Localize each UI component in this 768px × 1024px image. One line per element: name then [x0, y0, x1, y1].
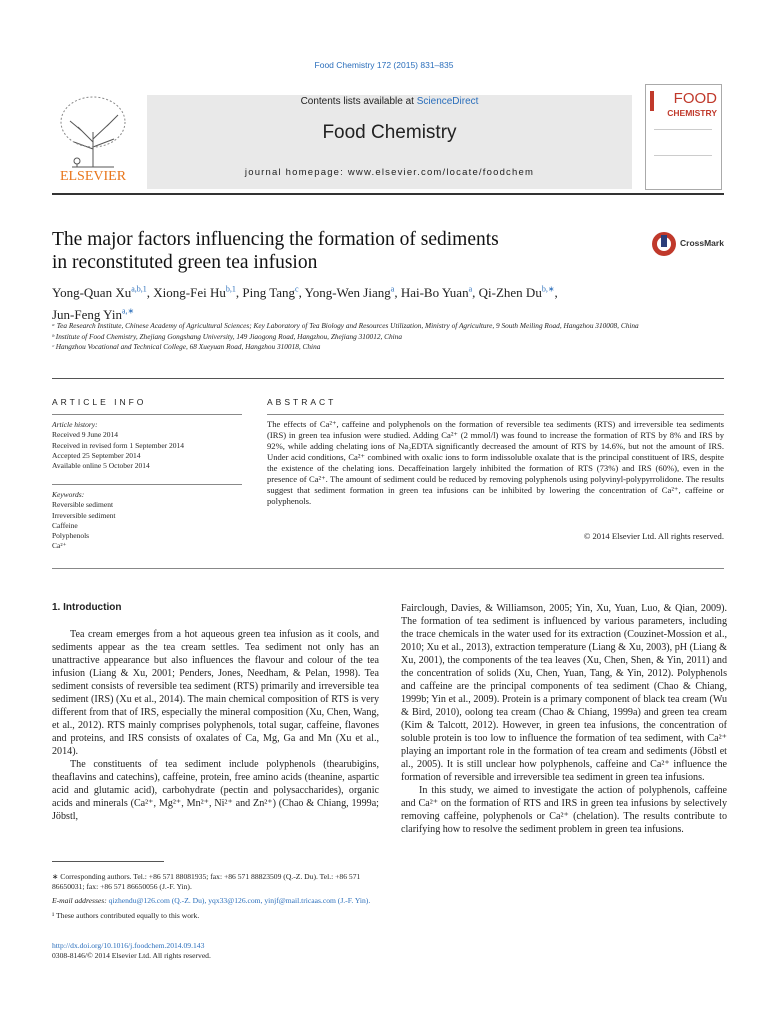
accepted-date: Accepted 25 September 2014: [52, 450, 141, 460]
corresponding-author-note: ∗ Corresponding authors. Tel.: +86 571 88081935; fax: +86 571 88823509 (Q.-Z. Du). Tel.: +86 571 86650031; fax: +86 571 86650056 (J.-F. Yin).: [52, 872, 361, 892]
sciencedirect-link[interactable]: ScienceDirect: [416, 96, 479, 107]
footnote-divider: [52, 861, 164, 862]
author[interactable]: Qi-Zhen $Du^{b,∗}$,: [478, 285, 558, 301]
issn-line: 0308-8146/© 2014 Elsevier Ltd. All rights reserved.: [52, 951, 211, 961]
journal-name: Food Chemistry: [322, 122, 457, 143]
journal-cover-thumbnail[interactable]: [645, 84, 722, 190]
author-list: [52, 281, 728, 324]
affiliation-b: ᵇ Institute of Food Chemistry, Zhejiang Gongshang University, 149 Jiaogong Road, Hangzhou, Zhejiang 310012, China: [52, 331, 402, 341]
author[interactable]: Yong-Wen Jiang$^a$,: [304, 285, 401, 301]
history-label: Article history:: [52, 420, 98, 429]
body-column-left: [52, 628, 379, 823]
abstract-copyright: © 2014 Elsevier Ltd. All rights reserved.: [583, 531, 724, 541]
affiliations: [52, 321, 728, 353]
journal-homepage[interactable]: journal homepage: www.elsevier.com/locate/foodchem: [244, 167, 535, 178]
elsevier-wordmark: ELSEVIER: [59, 169, 127, 183]
abstract-divider: [267, 414, 724, 415]
intro-paragraph-2: The constituents of tea sediment include polyphenols (thearubigins, theaflavins and catechins), caffeine, protein, free amino acids (theanine, aspartic acid and glutamic acid), carbohydrate (pectin and polysaccharides), organic acids and minerals (Ca²⁺, Mg²⁺, Mn²⁺, Ni²⁺ and Zn²⁺) (Chao & Chiang, 1999a; Jöbstl,: [52, 759, 379, 823]
body-column-right: [401, 602, 727, 836]
author[interactable]: Hai-Bo Yuan$^a$,: [400, 285, 479, 301]
intro-paragraph-2-continued: Fairclough, Davies, & Williamson, 2005; Yin, Xu, Yuan, Luo, & Qian, 2009). The formation of tea sediment is influenced by various parameters, including the trace chemicals in the water used for its extraction (Couzinet-Mossion et al., 2010; Xu et al., 2013), extraction temperature (Liang & Xu, 2003), pH (Liang & Xu, 2001), the components of the tea leaves (Xu, Chen, Shen, & Yin, 2011) and the concentration of solids (Xu, Chen, Yuan, Tang, & Yin, 2012). Polyphenols and caffeine are the principal components of tea sediment (Chao & Chiang, 1999b; Yin et al., 2009). Protein is a primary component of black tea cream (Wu & Bird, 2010), oolong tea cream (Chao & Chiang, 1999a) and green tea cream (Kim & Talcott, 2012). However, in green tea infusions, the concentration of soluble protein is too low to influence the formation of tea sediment, with Ca²⁺ playing an important role in the formation of tea cream and sediments (Jöbstl et al., 2005). It is still unclear how polyphenols, caffeine and Ca²⁺ influence the formation of reversible and irreversible tea sediment in green tea infusions.: [401, 603, 727, 784]
author[interactable]: Yong-Quan Xu$^{a,b,1}$,: [52, 285, 154, 301]
title-line-2: in reconstituted green tea infusion: [52, 252, 318, 273]
keyword: Polyphenols: [52, 531, 90, 541]
revised-date: Received in revised form 1 September 2014: [52, 440, 185, 450]
keyword: Reversible sediment: [52, 500, 114, 510]
title-line-1: The major factors influencing the formation of sediments: [52, 229, 499, 250]
author[interactable]: Ping Tang$^c$,: [242, 285, 305, 301]
author[interactable]: Xiong-Fei Hu$^{b,1}$,: [153, 285, 243, 301]
affiliation-c: ᶜ Hangzhou Vocational and Technical College, 68 Xueyuan Road, Hangzhou 310018, China: [52, 342, 321, 351]
cover-title-food: FOOD: [673, 90, 717, 107]
elsevier-logo: [52, 87, 134, 183]
crossmark-badge[interactable]: [651, 231, 731, 257]
abstract-text: The effects of Ca²⁺, caffeine and polyphenols on the formation of reversible tea sediments (RTS) and irreversible tea sediments (IRS) in green tea infusion were studied. Adding Ca²⁺ (2 mmol/l) was found to increase the formation of RTS by 8% and IRS by 92%, while adding chelating ions of Na₂EDTA significantly decreased the amount of RTS by 14.6%, but not the amount of IRS. Under acid conditions, Ca²⁺ combined with oxalic ions to form indissoluble oxalate that is the principal constituent of IRS, despite the existence of the chelating ions. Decaffeination largely inhibited the formation of RTS (73%) and IRS (60%), even in the presence of Ca²⁺. The amount of sediment could be reduced by removing polyphenols using polyvinyl-polypyrrolidone. The results suggest that sediment formation in green tea infusions can be inhibited by lowering the concentration of Ca²⁺, caffeine or polyphenols.: [267, 419, 724, 507]
header-divider: [52, 193, 724, 195]
email-links[interactable]: qizhendu@126.com (Q.-Z. Du), yqx33@126.com, yinjf@mail.tricaas.com (J.-F. Yin).: [108, 896, 371, 906]
keywords-label: Keywords:: [52, 490, 85, 499]
cover-title-chemistry: CHEMISTRY: [667, 108, 717, 118]
crossmark-icon: [651, 231, 677, 257]
doi-block: [52, 941, 379, 961]
online-date: Available online 5 October 2014: [52, 461, 150, 471]
affiliation-divider: [52, 378, 724, 379]
keyword: Irreversible sediment: [52, 510, 116, 520]
intro-paragraph-1: Tea cream emerges from a hot aqueous green tea infusion as it cools, and sediments appear as the tea cream settles. Tea sediment not only has an unattractive appearance but also influences the flavour and colour of the tea infusion (Liang & Xu, 2001; Penders, Jones, Needham, & Pelan, 1998). Tea sediment consists of reversible tea sediment (RTS) primarily and irreversible tea sediment (IRS) (Xu et al., 2014). The main chemical composition of RTS is very different from that of IRS, especially the mineral composition (Xu, Chen, Wang, et al., 2012). RTS mainly comprises polyphenols, total sugar, caffeine, flavones and proteins, and IRS consists of oxalates of Ca, Mg, Ga and Mn (Xu et al., 2014).: [52, 629, 379, 758]
contents-prefix: Contents lists available at: [300, 96, 417, 107]
journal-citation[interactable]: Food Chemistry 172 (2015) 831–835: [314, 60, 454, 70]
received-date: Received 9 June 2014: [52, 430, 119, 440]
doi-link[interactable]: http://dx.doi.org/10.1016/j.foodchem.2014.09.143: [52, 941, 205, 950]
crossmark-label: CrossMark: [680, 238, 724, 248]
keywords: [52, 490, 242, 552]
article-history: [52, 420, 242, 471]
author[interactable]: Jun-Feng Yin$^{a,∗}$: [52, 306, 135, 322]
affiliation-a: ᵃ Tea Research Institute, Chinese Academy of Agricultural Sciences; Key Laboratory of Tea Biology and Resources Utilization, Ministry of Agriculture, 9 South Meiling Road, Hangzhou 310008, China: [52, 321, 639, 330]
keyword: Caffeine: [52, 520, 78, 530]
introduction-heading: 1. Introduction: [52, 602, 122, 613]
email-label: E-mail addresses:: [52, 896, 109, 906]
elsevier-tree-icon: [52, 87, 134, 183]
article-info-divider: [52, 414, 242, 415]
intro-paragraph-3: In this study, we aimed to investigate the action of polyphenols, caffeine and Ca²⁺ on the formation of RTS and IRS in green tea infusions by selectively removing caffeine, polyphenols or Ca²⁺ (chelation). The results contribute to clarifying how to resolve the sediment problem in green tea infusions.: [401, 785, 727, 836]
article-title: [52, 228, 612, 274]
keyword: Ca²⁺: [52, 541, 67, 551]
equal-contribution-note: ¹ These authors contributed equally to this work.: [52, 910, 200, 920]
abstract-heading: ABSTRACT: [267, 397, 337, 407]
keywords-divider: [52, 484, 242, 485]
footnotes: [52, 872, 379, 925]
front-matter-divider: [52, 568, 724, 569]
email-note: [52, 896, 379, 906]
contents-line: [147, 96, 632, 107]
article-info-heading: ARTICLE INFO: [52, 397, 147, 407]
